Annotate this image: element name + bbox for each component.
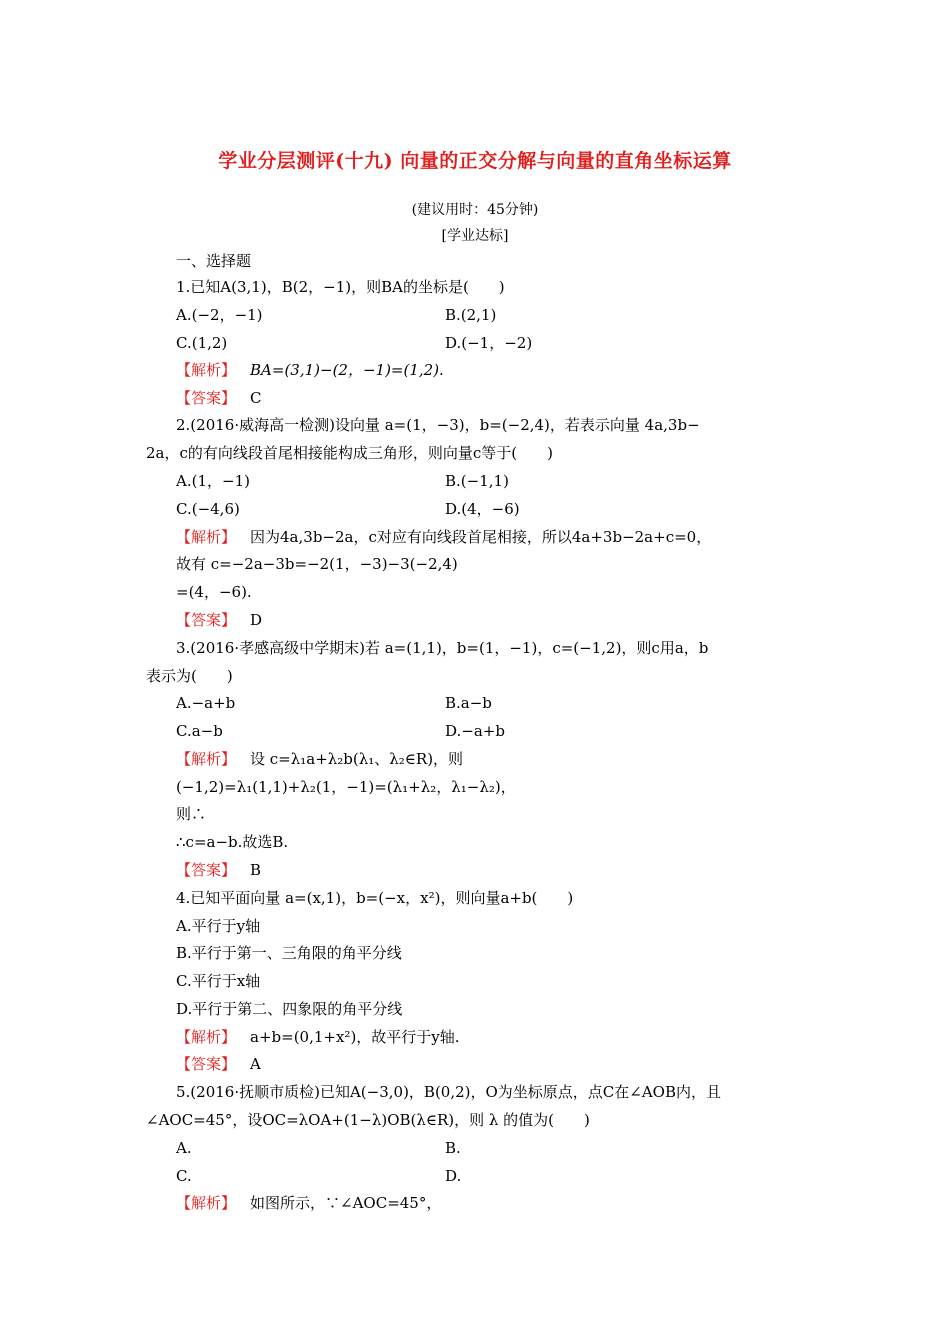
q4-analysis: a+b=(0,1+x²)，故平行于y轴. xyxy=(250,1028,460,1046)
q2-analysis-line2: 故有 c=−2a−3b=−2(1，−3)−3(−2,4) xyxy=(176,555,458,573)
q1-stem: 1.已知A(3,1)，B(2，−1)，则BA的坐标是( ) xyxy=(176,278,505,296)
q4-option-a: A.平行于y轴 xyxy=(176,917,261,935)
q3-answer: B xyxy=(250,861,262,879)
q4-option-d: D.平行于第二、四象限的角平分线 xyxy=(176,1000,403,1018)
q5-option-d: D. xyxy=(445,1167,462,1185)
q2-option-b: B.(−1,1) xyxy=(445,472,509,490)
q5-stem-line2: ∠AOC=45°，设OC=λOA+(1−λ)OB(λ∈R)，则 λ 的值为( ) xyxy=(146,1111,590,1129)
analysis-tag: 【解析】 xyxy=(176,750,237,768)
q5-analysis: 如图所示，∵∠AOC=45°， xyxy=(250,1194,442,1212)
q4-answer: A xyxy=(250,1055,261,1073)
q2-answer-line xyxy=(176,610,262,630)
q5-option-a: A. xyxy=(176,1139,192,1157)
q3-analysis-line2: (−1,2)=λ₁(1,1)+λ₂(1，−1)=(λ₁+λ₂，λ₁−λ₂)， xyxy=(176,778,516,796)
q4-answer-line xyxy=(176,1054,261,1074)
time-note: (建议用时：45分钟) xyxy=(411,202,539,218)
q5-option-c: C. xyxy=(176,1167,192,1185)
q3-analysis-line3: 则∴ xyxy=(176,805,207,823)
q3-option-a: A.−a+b xyxy=(176,694,236,712)
q2-analysis-line1 xyxy=(176,527,711,547)
analysis-tag: 【解析】 xyxy=(176,1194,237,1212)
level-heading: [学业达标] xyxy=(441,228,509,244)
q2-answer: D xyxy=(250,611,263,629)
q2-option-d: D.(4，−6) xyxy=(445,500,520,518)
q2-analysis-line3: =(4，−6). xyxy=(176,583,252,601)
q2-option-c: C.(−4,6) xyxy=(176,500,240,518)
answer-tag: 【答案】 xyxy=(176,389,237,407)
q3-option-b: B.a−b xyxy=(445,694,492,712)
q3-stem-line1: 3.(2016·孝感高级中学期末)若 a=(1,1)，b=(1，−1)，c=(−1,2)，则c用a，b xyxy=(176,639,709,657)
q1-analysis-line xyxy=(176,360,444,380)
q3-analysis-1: 设 c=λ₁a+λ₂b(λ₁、λ₂∈R)，则 xyxy=(250,750,464,768)
answer-tag: 【答案】 xyxy=(176,611,237,629)
q1-answer: C xyxy=(250,389,262,407)
q3-option-d: D.−a+b xyxy=(445,722,505,740)
q1-option-d: D.(−1，−2) xyxy=(445,334,533,352)
analysis-tag: 【解析】 xyxy=(176,528,237,546)
q3-analysis-line1 xyxy=(176,749,463,769)
q1-option-c: C.(1,2) xyxy=(176,334,228,352)
q5-analysis-line xyxy=(176,1193,441,1213)
section-heading: 一、选择题 xyxy=(176,252,252,270)
q4-option-b: B.平行于第一、三角限的角平分线 xyxy=(176,944,402,962)
q1-analysis: BA=(3,1)−(2，−1)=(1,2). xyxy=(250,361,444,379)
q3-option-c: C.a−b xyxy=(176,722,223,740)
q2-stem-line1: 2.(2016·威海高一检测)设向量 a=(1，−3)，b=(−2,4)，若表示向量 4a,3b− xyxy=(176,416,700,434)
answer-tag: 【答案】 xyxy=(176,861,237,879)
q2-analysis-1: 因为4a,3b−2a，c对应有向线段首尾相接，所以4a+3b−2a+c=0， xyxy=(250,528,712,546)
analysis-tag: 【解析】 xyxy=(176,361,237,379)
document-title: 学业分层测评(十九) 向量的正交分解与向量的直角坐标运算 xyxy=(218,150,732,172)
q1-option-a: A.(−2，−1) xyxy=(176,306,263,324)
q5-option-b: B. xyxy=(445,1139,461,1157)
q2-stem-line2: 2a，c的有向线段首尾相接能构成三角形，则向量c等于( ) xyxy=(146,444,553,462)
q4-option-c: C.平行于x轴 xyxy=(176,972,261,990)
q5-stem-line1: 5.(2016·抚顺市质检)已知A(−3,0)，B(0,2)，O为坐标原点，点C在∠AOB内，且 xyxy=(176,1083,721,1101)
q4-stem: 4.已知平面向量 a=(x,1)，b=(−x，x²)，则向量a+b( ) xyxy=(176,889,574,907)
q2-option-a: A.(1，−1) xyxy=(176,472,250,490)
analysis-tag: 【解析】 xyxy=(176,1028,237,1046)
q3-analysis-line4: ∴c=a−b.故选B. xyxy=(176,833,289,851)
q3-stem-line2: 表示为( ) xyxy=(146,667,233,685)
q4-analysis-line xyxy=(176,1027,460,1047)
q1-answer-line xyxy=(176,388,262,408)
q1-option-b: B.(2,1) xyxy=(445,306,497,324)
answer-tag: 【答案】 xyxy=(176,1055,237,1073)
q3-answer-line xyxy=(176,860,261,880)
